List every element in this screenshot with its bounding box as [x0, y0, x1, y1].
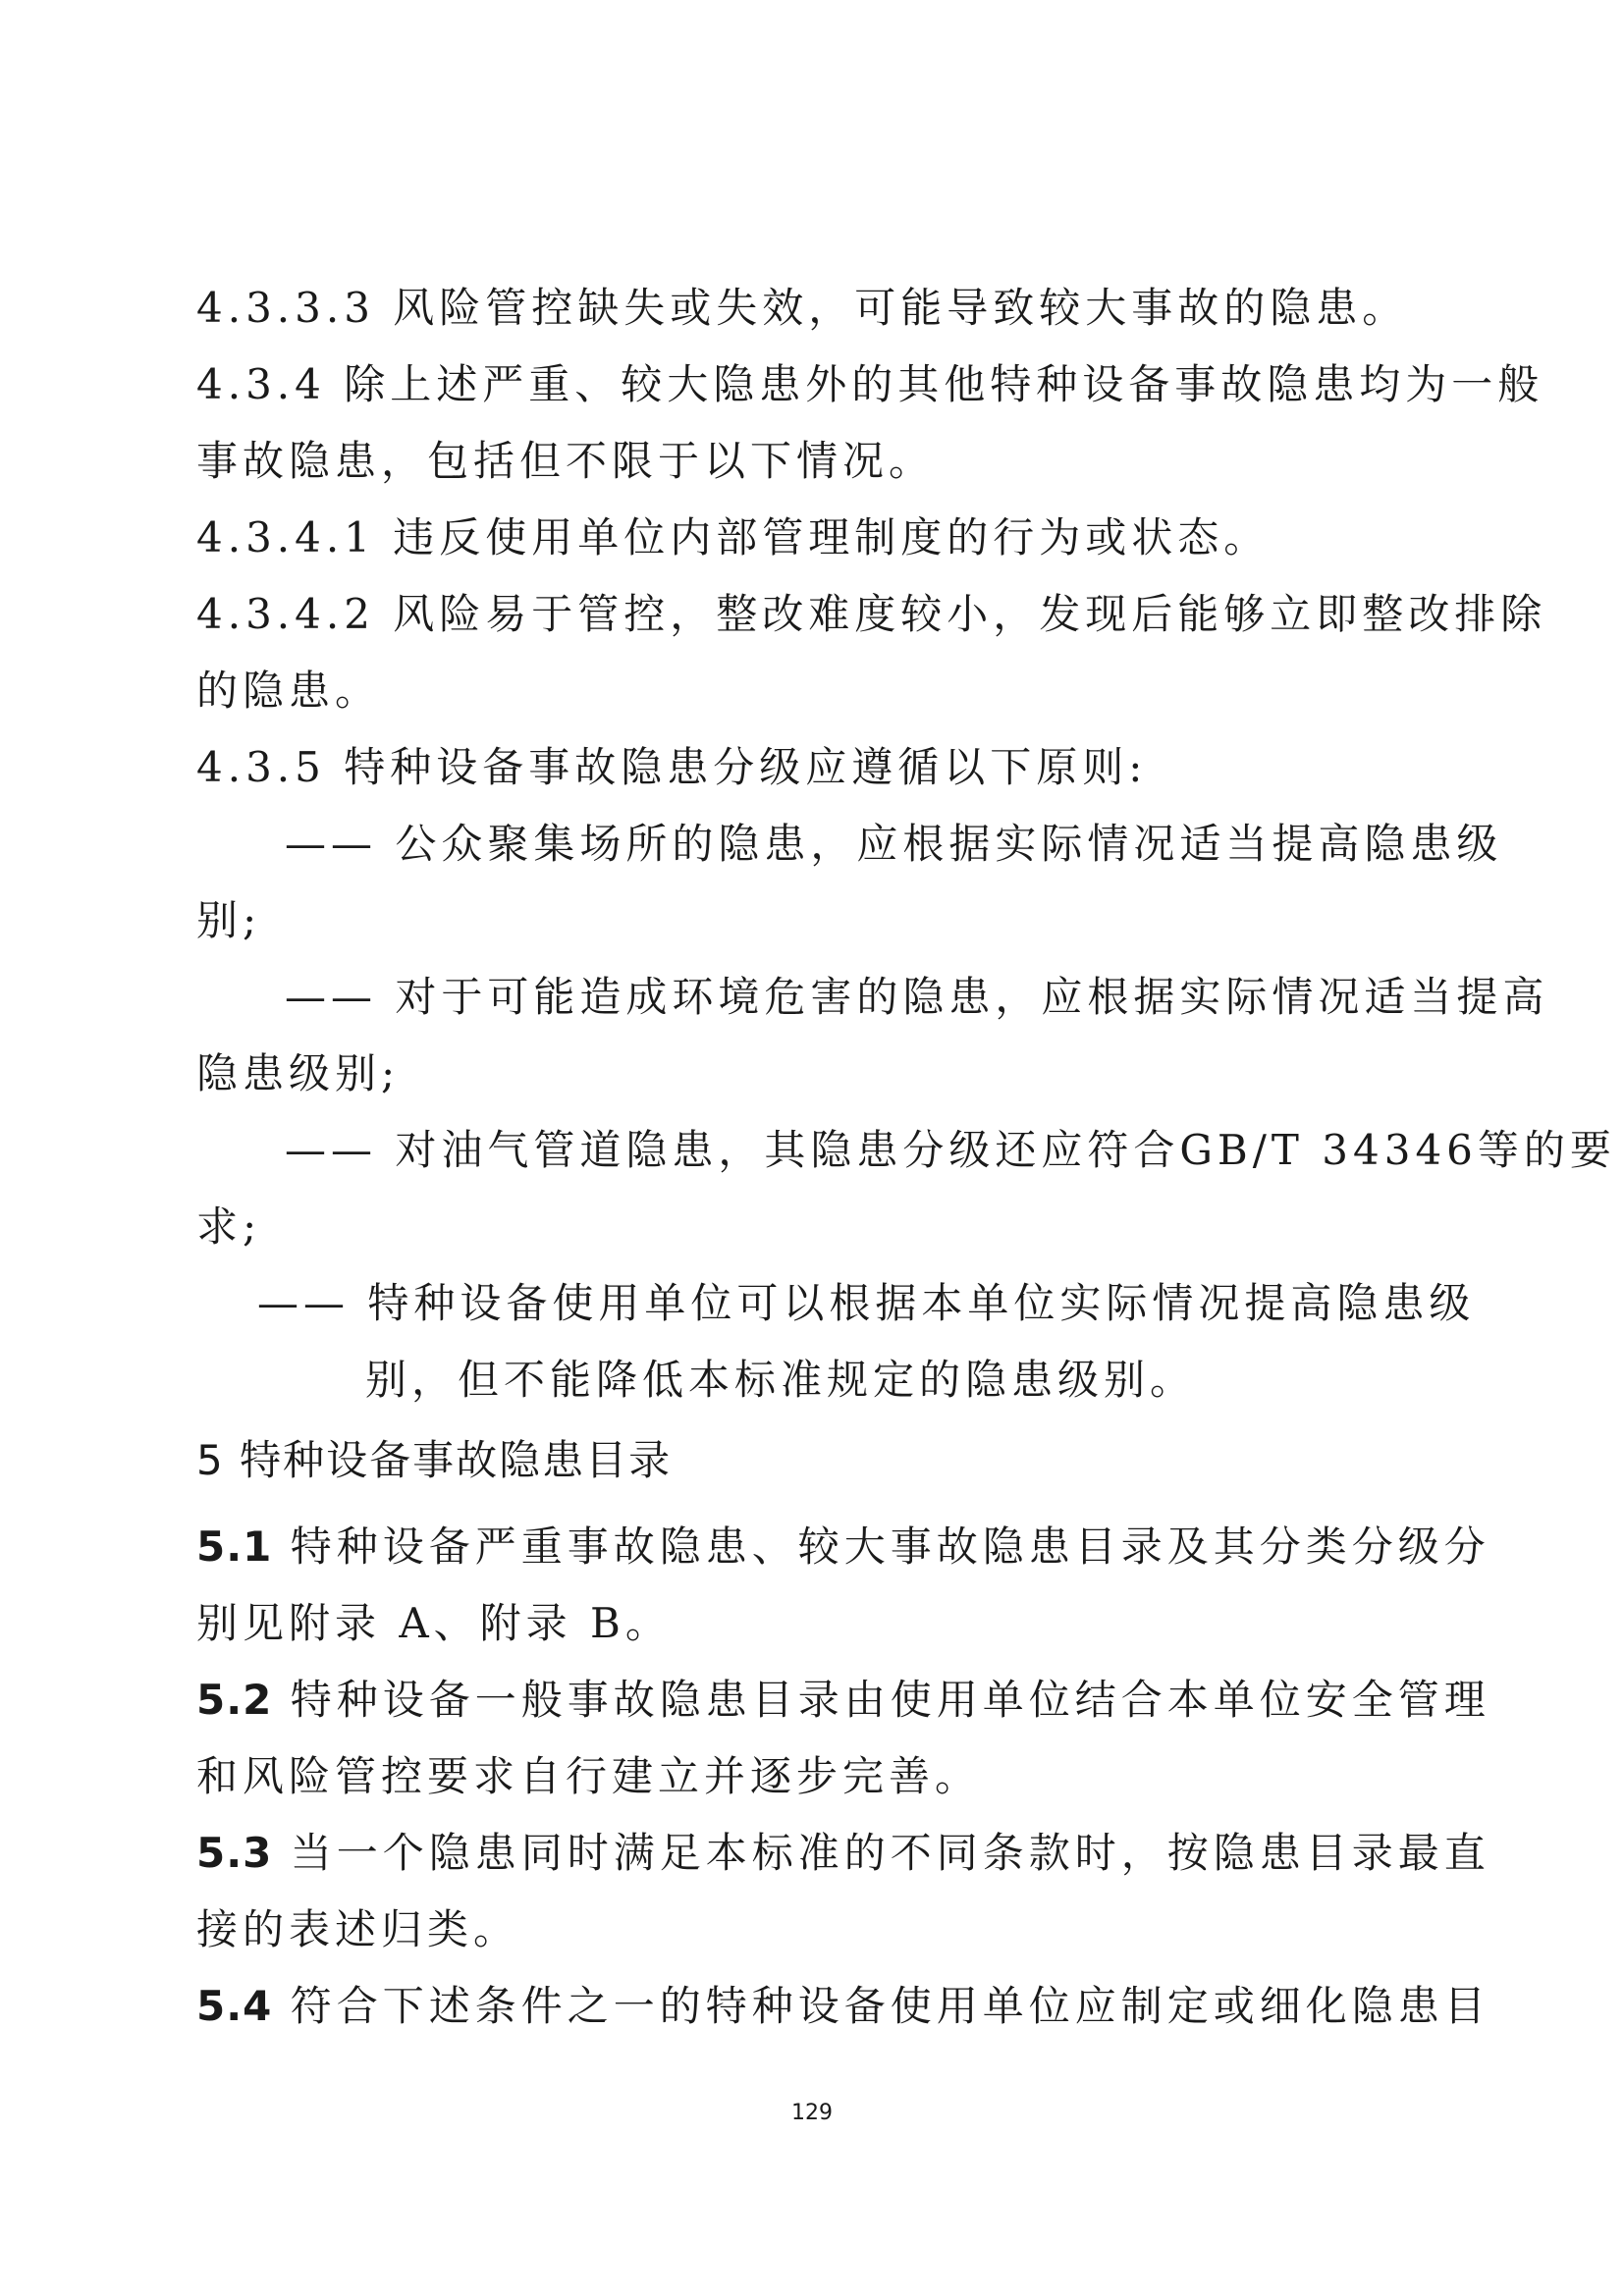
bullet-user-unit: —— 特种设备使用单位可以根据本单位实际情况提高隐患级: [257, 1279, 1476, 1327]
clause-5-3-cont: 接的表述归类。: [196, 1905, 520, 1953]
bullet-public-venues: —— 公众聚集场所的隐患，应根据实际情况适当提高隐患级: [285, 820, 1503, 868]
clause-text: 当一个隐患同时满足本标准的不同条款时，按隐患目录最直: [290, 1829, 1490, 1877]
clause-4-3-4: 4.3.4 除上述严重、较大隐患外的其他特种设备事故隐患均为一般: [196, 360, 1544, 408]
clause-4-3-4-2-cont: 的隐患。: [196, 667, 382, 715]
bullet-public-venues-cont: 别;: [196, 896, 262, 944]
clause-5-2: [196, 1673, 1490, 1728]
clause-text: 符合下述条件之一的特种设备使用单位应制定或细化隐患目: [290, 1982, 1490, 2030]
clause-4-3-5: 4.3.5 特种设备事故隐患分级应遵循以下原则:: [196, 743, 1148, 791]
clause-number: 5.1: [196, 1522, 273, 1571]
bullet-pipeline: —— 对油气管道隐患，其隐患分级还应符合GB/T 34346等的要: [285, 1126, 1616, 1174]
clause-5-2-cont: 和风险管控要求自行建立并逐步完善。: [196, 1752, 982, 1800]
clause-4-3-4-1: 4.3.4.1 违反使用单位内部管理制度的行为或状态。: [196, 513, 1271, 561]
section-5-title: 特种设备事故隐患目录: [240, 1436, 673, 1484]
clause-text: 特种设备一般事故隐患目录由使用单位结合本单位安全管理: [290, 1676, 1490, 1724]
section-5-number: 5: [196, 1436, 225, 1484]
clause-5-3: [196, 1826, 1490, 1881]
clause-4-3-3-3: 4.3.3.3 风险管控缺失或失效，可能导致较大事故的隐患。: [196, 284, 1409, 332]
clause-text: 特种设备严重事故隐患、较大事故隐患目录及其分类分级分: [290, 1522, 1490, 1571]
clause-4-3-4-2: 4.3.4.2 风险易于管控，整改难度较小，发现后能够立即整改排除: [196, 590, 1547, 638]
clause-number: 5.4: [196, 1982, 273, 2030]
clause-5-1-cont: 别见附录 A、附录 B。: [196, 1599, 672, 1647]
bullet-user-unit-cont: 别，但不能降低本标准规定的隐患级别。: [365, 1356, 1197, 1404]
bullet-environment-cont: 隐患级别;: [196, 1049, 401, 1097]
clause-4-3-4-cont: 事故隐患，包括但不限于以下情况。: [196, 437, 936, 485]
page-number: 129: [791, 2101, 833, 2125]
clause-number: 5.3: [196, 1829, 273, 1877]
bullet-pipeline-cont: 求;: [196, 1202, 262, 1251]
clause-5-1: [196, 1520, 1490, 1575]
clause-5-4: [196, 1979, 1490, 2034]
bullet-environment: —— 对于可能造成环境危害的隐患，应根据实际情况适当提高: [285, 973, 1549, 1021]
clause-number: 5.2: [196, 1676, 273, 1724]
section-5-heading: [196, 1433, 672, 1488]
